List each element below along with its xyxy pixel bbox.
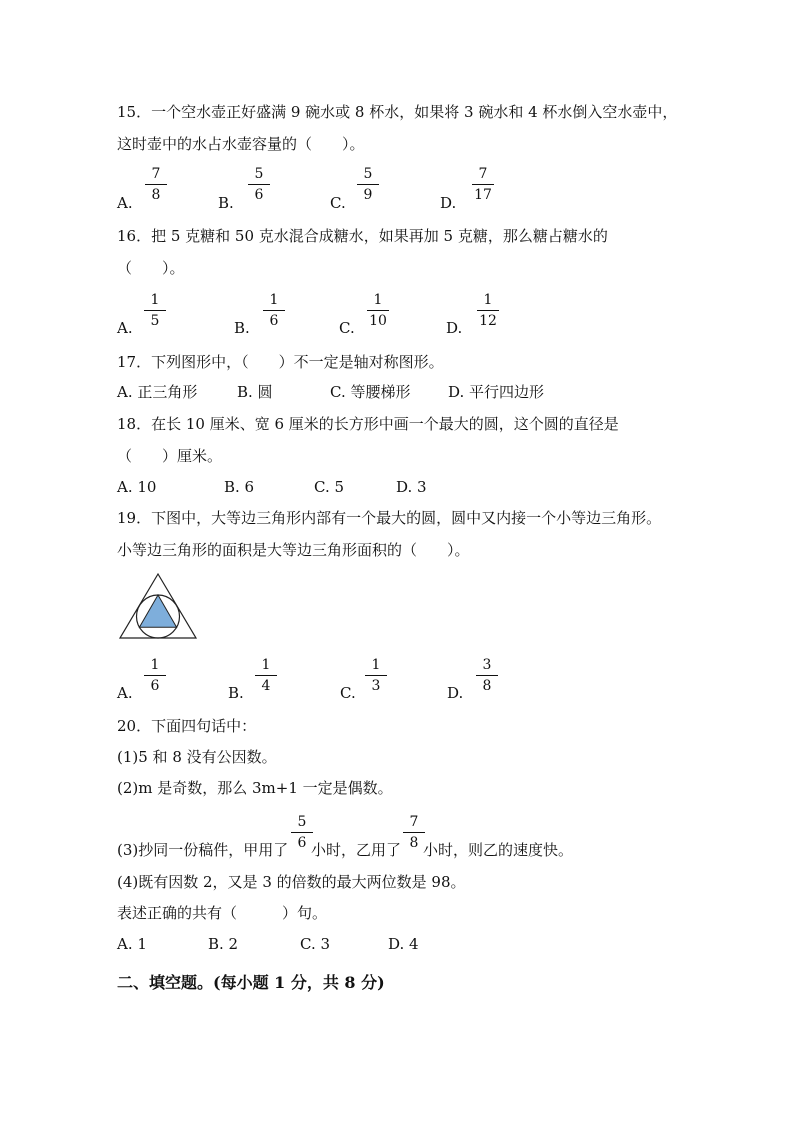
numerator: 1 — [150, 292, 160, 308]
section-2-heading: 二、填空题。(每小题 1 分，共 8 分) — [117, 973, 385, 992]
q17-option-b[interactable]: B. 圆 — [237, 383, 273, 401]
q19-option-d-label[interactable]: D. — [447, 684, 464, 702]
denominator: 6 — [269, 313, 279, 329]
triangle-circle-figure — [118, 572, 200, 642]
q19-option-d-fraction — [476, 657, 498, 695]
q17-option-d[interactable]: D. 平行四边形 — [448, 383, 545, 401]
fraction-bar — [476, 675, 498, 676]
numerator: 5 — [363, 166, 373, 182]
q18-option-d[interactable]: D. 3 — [396, 478, 427, 496]
fraction-bar — [357, 184, 379, 185]
q15-option-d-fraction — [472, 166, 494, 204]
numerator: 1 — [261, 657, 271, 673]
q15-text-line1: 15．一个空水壶正好盛满 9 碗水或 8 杯水，如果将 3 碗水和 4 杯水倒入空水壶中， — [117, 103, 678, 121]
fraction-bar — [145, 184, 167, 185]
denominator: 8 — [151, 187, 161, 203]
q15-option-b-label[interactable]: B. — [218, 194, 234, 212]
denominator: 10 — [369, 313, 387, 329]
q16-option-d-label[interactable]: D. — [446, 319, 463, 337]
q20-statement-3-part-b: 小时，乙用了 — [311, 841, 402, 859]
denominator: 17 — [474, 187, 492, 203]
q15-option-b-fraction — [248, 166, 270, 204]
fraction-bar — [144, 675, 166, 676]
q18-text-line2: （ ）厘米。 — [117, 447, 223, 465]
q18-option-a[interactable]: A. 10 — [117, 478, 157, 496]
numerator: 5 — [297, 814, 307, 830]
q16-option-a-label[interactable]: A. — [117, 319, 133, 337]
q20-statement-3-part-c: 小时，则乙的速度快。 — [423, 841, 574, 859]
q15-option-a-fraction — [145, 166, 167, 204]
denominator: 6 — [150, 678, 160, 694]
numerator: 3 — [482, 657, 492, 673]
q16-text-line2: （ ）。 — [117, 259, 185, 277]
fraction-bar — [263, 310, 285, 311]
denominator: 9 — [363, 187, 373, 203]
numerator: 1 — [371, 657, 381, 673]
numerator: 5 — [254, 166, 264, 182]
fraction-bar — [472, 184, 494, 185]
q20-text-line1: 20．下面四句话中： — [117, 717, 257, 735]
q20-statement-3-fraction-1 — [291, 814, 313, 852]
denominator: 6 — [254, 187, 264, 203]
denominator: 6 — [297, 835, 307, 851]
q20-option-a[interactable]: A. 1 — [117, 935, 147, 953]
denominator: 8 — [482, 678, 492, 694]
numerator: 7 — [151, 166, 161, 182]
q20-summary: 表述正确的共有（ ）句。 — [117, 904, 328, 922]
fraction-bar — [367, 310, 389, 311]
q19-option-c-fraction — [365, 657, 387, 695]
q16-option-c-fraction — [367, 292, 389, 330]
fraction-bar — [144, 310, 166, 311]
q18-text-line1: 18．在长 10 厘米、宽 6 厘米的长方形中画一个最大的圆，这个圆的直径是 — [117, 415, 619, 433]
q18-option-b[interactable]: B. 6 — [224, 478, 255, 496]
q15-text-line2: 这时壶中的水占水壶容量的（ ）。 — [117, 135, 365, 153]
q19-option-a-label[interactable]: A. — [117, 684, 133, 702]
denominator: 3 — [371, 678, 381, 694]
denominator: 5 — [150, 313, 160, 329]
q20-statement-2: (2)m 是奇数，那么 3m+1 一定是偶数。 — [117, 779, 393, 797]
q19-option-b-label[interactable]: B. — [228, 684, 244, 702]
numerator: 1 — [269, 292, 279, 308]
q16-option-b-fraction — [263, 292, 285, 330]
q15-option-c-fraction — [357, 166, 379, 204]
q19-text-line1: 19．下图中，大等边三角形内部有一个最大的圆，圆中又内接一个小等边三角形。 — [117, 509, 662, 527]
q17-option-c[interactable]: C. 等腰梯形 — [330, 383, 411, 401]
q16-option-c-label[interactable]: C. — [339, 319, 355, 337]
denominator: 12 — [479, 313, 497, 329]
q20-option-b[interactable]: B. 2 — [208, 935, 239, 953]
q20-statement-3-part-a: (3)抄同一份稿件，甲用了 — [117, 841, 289, 859]
fraction-bar — [248, 184, 270, 185]
fraction-bar — [255, 675, 277, 676]
q19-option-b-fraction — [255, 657, 277, 695]
fraction-bar — [477, 310, 499, 311]
fraction-bar — [403, 832, 425, 833]
fraction-bar — [291, 832, 313, 833]
q19-text-line2: 小等边三角形的面积是大等边三角形面积的（ ）。 — [117, 541, 470, 559]
q15-option-d-label[interactable]: D. — [440, 194, 457, 212]
q20-statement-4: (4)既有因数 2，又是 3 的倍数的最大两位数是 98。 — [117, 873, 466, 891]
q19-option-c-label[interactable]: C. — [340, 684, 356, 702]
numerator: 1 — [150, 657, 160, 673]
numerator: 7 — [478, 166, 488, 182]
q16-option-d-fraction — [477, 292, 499, 330]
numerator: 7 — [409, 814, 419, 830]
denominator: 8 — [409, 835, 419, 851]
q20-statement-1: (1)5 和 8 没有公因数。 — [117, 748, 277, 766]
q20-option-c[interactable]: C. 3 — [300, 935, 331, 953]
q18-option-c[interactable]: C. 5 — [314, 478, 345, 496]
q17-option-a[interactable]: A. 正三角形 — [117, 383, 198, 401]
q20-option-d[interactable]: D. 4 — [388, 935, 419, 953]
q17-text-line1: 17．下列图形中，（ ）不一定是轴对称图形。 — [117, 353, 444, 371]
q16-option-a-fraction — [144, 292, 166, 330]
fraction-bar — [365, 675, 387, 676]
denominator: 4 — [261, 678, 271, 694]
numerator: 1 — [373, 292, 383, 308]
q20-statement-3-fraction-2 — [403, 814, 425, 852]
numerator: 1 — [483, 292, 493, 308]
q16-text-line1: 16．把 5 克糖和 50 克水混合成糖水，如果再加 5 克糖，那么糖占糖水的 — [117, 227, 608, 245]
q19-option-a-fraction — [144, 657, 166, 695]
q16-option-b-label[interactable]: B. — [234, 319, 250, 337]
q15-option-a-label[interactable]: A. — [117, 194, 133, 212]
q15-option-c-label[interactable]: C. — [330, 194, 346, 212]
